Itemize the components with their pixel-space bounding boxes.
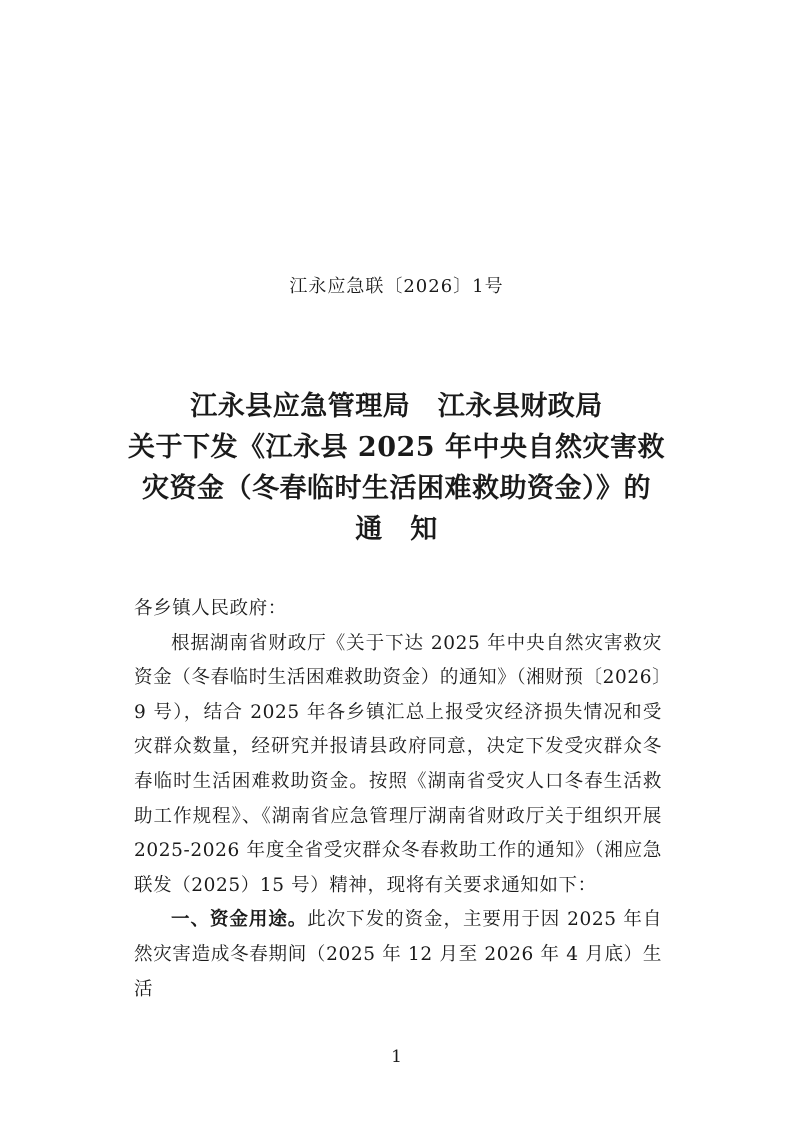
title-line-subject-1: 关于下发《江永县 2025 年中央自然灾害救: [128, 432, 665, 463]
salutation: 各乡镇人民政府：: [134, 598, 287, 619]
document-title: [120, 386, 673, 550]
document-number: 江永应急联〔2026〕1号: [289, 276, 504, 297]
page-number: 1: [391, 1047, 402, 1067]
section-heading: 一、资金用途。: [171, 909, 308, 931]
title-line-notice: 通 知: [355, 514, 438, 545]
document-body: [134, 592, 662, 1007]
section-fund-usage: [134, 903, 662, 1007]
title-line-issuers: 江永县应急管理局 江永县财政局: [190, 391, 603, 422]
title-line-subject-2: 灾资金（冬春临时生活困难救助资金）》的: [142, 473, 651, 504]
section-text: 此次下发的资金，主要用于因 2025 年自然灾害造成冬春期间（2025 年 12 月至 2026 年 4 月底）生活: [134, 909, 662, 1000]
paragraph-intro: 根据湖南省财政厅《关于下达 2025 年中央自然灾害救灾资金（冬春临时生活困难救助资金）的通知》（湘财预〔2026〕9 号），结合 2025 年各乡镇汇总上报受灾经济损失情况和受灾群众数量，经研究并报请县政府同意，决定下发受灾群众冬春临时生活困难救助资金。按照《湖南省受灾人口冬春生活救助工作规程》、《湖南省应急管理厅湖南省财政厅关于组织开展 2025-2026 年度全省受灾群众冬春救助工作的通知》（湘应急联发（2025）15 号）精神，现将有关要求通知如下：: [134, 632, 662, 896]
